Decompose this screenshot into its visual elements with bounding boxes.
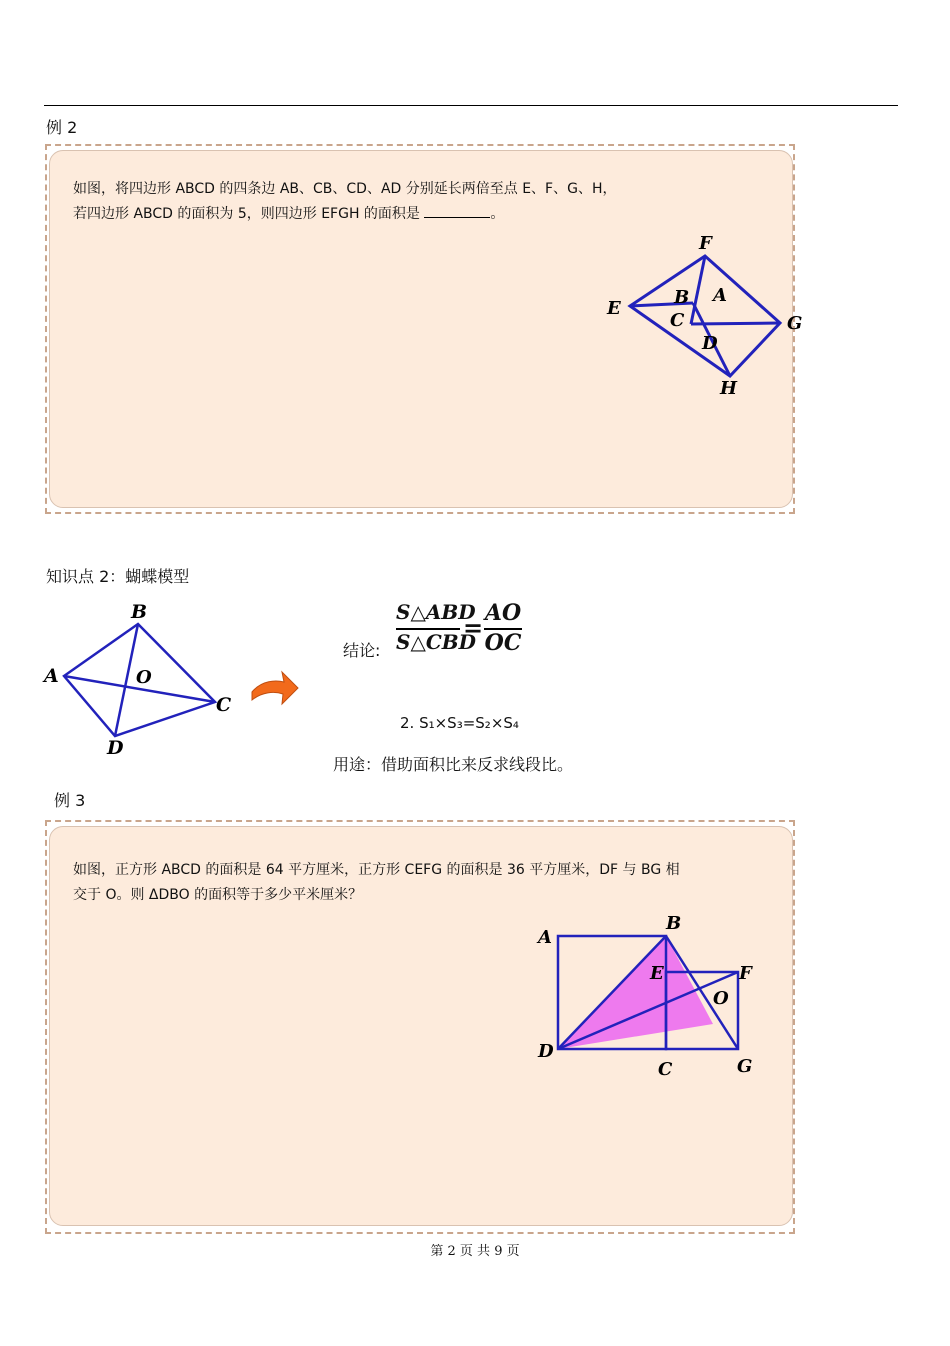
square-label-C: C [658, 1059, 673, 1080]
square-label-G: G [737, 1056, 753, 1077]
fraction-left-denominator: S△CBD [396, 630, 476, 654]
label-B: B [674, 287, 690, 308]
answer-blank [424, 203, 490, 218]
example3-line1: 如图，正方形 ABCD 的面积是 64 平方厘米，正方形 CEFG 的面积是 36 平方厘米，DF 与 BG 相 [73, 862, 680, 878]
example2-line2-text: 若四边形 ABCD 的面积为 5，则四边形 EFGH 的面积是 [73, 206, 420, 222]
label-F: F [699, 233, 712, 254]
example3-heading: 例 3 [54, 791, 86, 810]
butterfly-label-O: O [136, 667, 152, 688]
example2-line2 [73, 202, 783, 227]
square-label-O: O [713, 988, 729, 1009]
fraction-left [396, 600, 476, 658]
equals-sign: = [463, 613, 484, 642]
label-H: H [720, 378, 738, 399]
knowledge-usage: 用途：借助面积比来反求线段比。 [333, 755, 574, 774]
butterfly-label-A: A [44, 665, 59, 687]
example3-figure [533, 909, 763, 1081]
conclusion-label: 结论: [343, 641, 381, 660]
example2-line1: 如图，将四边形 ABCD 的四条边 AB、CB、CD、AD 分别延长两倍至点 E、F、G、H， [73, 181, 617, 197]
butterfly-figure [40, 598, 240, 760]
square-label-D: D [538, 1041, 554, 1062]
example2-question [73, 177, 783, 227]
page-footer: 第 2 页 共 9 页 [430, 1244, 520, 1259]
fraction-right-numerator: AO [484, 600, 522, 626]
butterfly-label-C: C [216, 694, 232, 716]
fraction-left-numerator: S△ABD [396, 600, 476, 624]
example2-heading: 例 2 [46, 118, 78, 137]
example3-panel [49, 826, 793, 1226]
square-label-B: B [666, 913, 682, 934]
example3-question [73, 858, 783, 908]
knowledge-heading: 知识点 2：蝴蝶模型 [46, 567, 190, 586]
label-D: D [702, 333, 718, 354]
arrow-icon [248, 670, 300, 710]
example2-figure [575, 231, 803, 399]
square-label-F: F [739, 963, 752, 984]
knowledge-item2: 2. S₁×S₃=S₂×S₄ [400, 714, 519, 732]
label-A: A [713, 285, 727, 306]
square-label-A: A [538, 927, 552, 948]
butterfly-label-B: B [131, 601, 148, 623]
fraction-right [484, 600, 522, 658]
header-rule [44, 105, 898, 106]
example2-line2-end: 。 [490, 206, 505, 222]
square-label-E: E [650, 963, 664, 984]
butterfly-label-D: D [107, 737, 124, 759]
example2-panel [49, 150, 803, 508]
label-C: C [670, 310, 685, 331]
example3-line2: 交于 O。则 ΔDBO 的面积等于多少平米厘米？ [73, 887, 363, 903]
fraction-right-denominator: OC [484, 630, 522, 656]
label-E: E [607, 298, 621, 319]
label-G: G [787, 313, 803, 334]
